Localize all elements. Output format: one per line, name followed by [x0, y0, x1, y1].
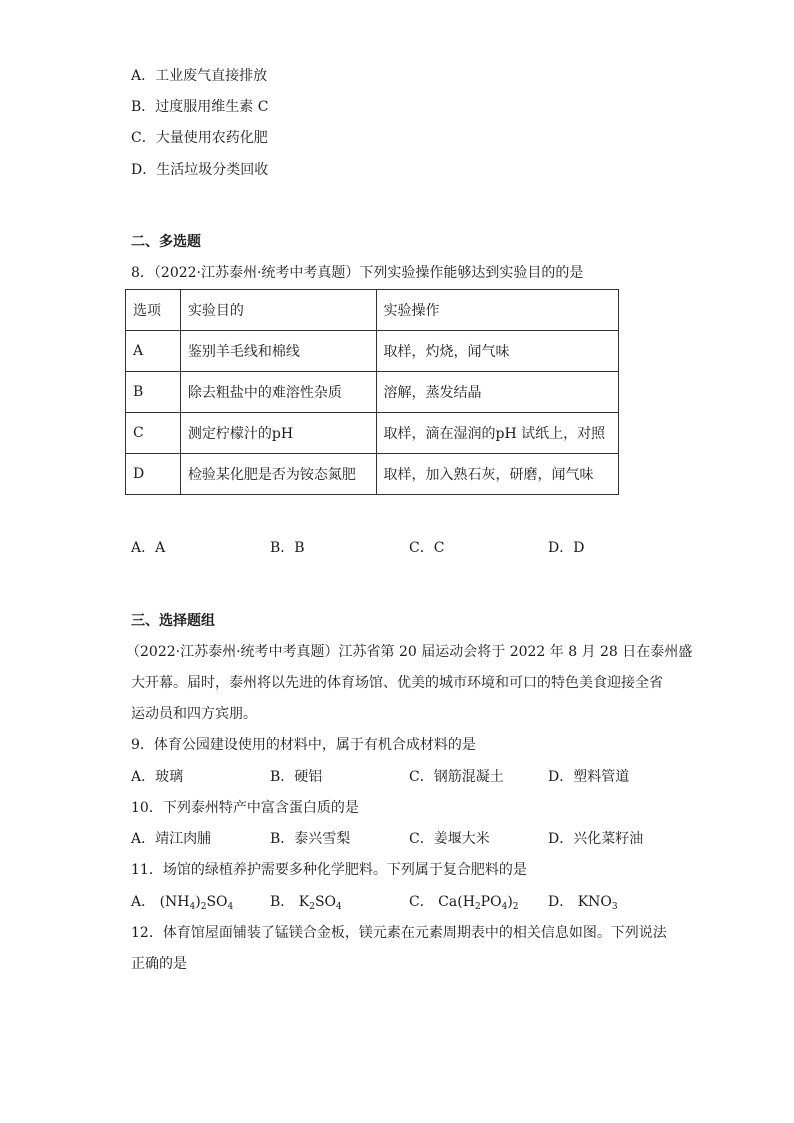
passage-line: 运动员和四方宾朋。: [131, 706, 257, 722]
table-header-cell: 选项: [126, 290, 181, 331]
q10-option-c: C．姜堰大米: [409, 831, 490, 847]
table-header-cell: 实验操作: [376, 290, 619, 331]
q9-option-c: C．钢筋混凝土: [409, 769, 504, 785]
q11-option-d: D． $KNO_3$: [548, 894, 618, 912]
q9-option-a: A．玻璃: [131, 769, 184, 785]
q9-stem: 9．体育公园建设使用的材料中，属于有机合成材料的是: [131, 737, 476, 753]
table-row: [126, 413, 619, 454]
q8-option-d: D．D: [548, 540, 585, 556]
table-header-cell: 实验目的: [180, 290, 376, 331]
q10-stem: 10．下列泰州特产中富含蛋白质的是: [131, 800, 359, 816]
table-cell: 溶解，蒸发结晶: [376, 372, 619, 413]
table-cell: 除去粗盐中的难溶性杂质: [180, 372, 376, 413]
q10-option-b: B．泰兴雪梨: [270, 831, 351, 847]
q10-option-d: D．兴化菜籽油: [548, 831, 644, 847]
passage-line: （2022·江苏泰州·统考中考真题）江苏省第 20 届运动会将于 2022 年 8 月 28 日在泰州盛: [126, 644, 693, 660]
table-cell: 取样，加入熟石灰，研磨，闻气味: [376, 454, 619, 495]
table-cell: 鉴别羊毛线和棉线: [180, 331, 376, 372]
q11-option-a: A． $(NH_4)_2SO_4$: [131, 894, 234, 912]
q11-option-b: B． $K_2SO_4$: [270, 894, 342, 912]
table-row: [126, 331, 619, 372]
table-cell: 取样，滴在湿润的pH 试纸上，对照: [376, 413, 619, 454]
section-title-multiple-choice: 二、多选题: [131, 234, 201, 250]
table-cell: A: [126, 331, 181, 372]
table-cell: D: [126, 454, 181, 495]
passage-line: 大开幕。届时，泰州将以先进的体育场馆、优美的城市环境和可口的特色美食迎接全省: [131, 675, 663, 691]
q12-stem-line-1: 12．体育馆屋面铺装了锰镁合金板，镁元素在元素周期表中的相关信息如图。下列说法: [131, 925, 667, 941]
q7-option-d: D．生活垃圾分类回收: [131, 162, 269, 178]
q9-option-b: B．硬铝: [270, 769, 323, 785]
q8-option-a: A．A: [131, 540, 166, 556]
q7-option-c: C．大量使用农药化肥: [131, 130, 268, 146]
q10-option-a: A．靖江肉脯: [131, 831, 212, 847]
table-row: [126, 454, 619, 495]
table-header-row: [126, 290, 619, 331]
q9-option-d: D．塑料管道: [548, 769, 630, 785]
table-row: [126, 372, 619, 413]
section-title-question-group: 三、选择题组: [131, 613, 215, 629]
q11-option-c: C． $Ca(H_2PO_4)_2$: [409, 894, 519, 912]
table-cell: 测定柠檬汁的pH: [180, 413, 376, 454]
q7-option-b: B．过度服用维生素 C: [131, 99, 269, 115]
q8-stem: 8．（2022·江苏泰州·统考中考真题）下列实验操作能够达到实验目的的是: [131, 265, 584, 281]
table-cell: B: [126, 372, 181, 413]
q7-option-a: A．工业废气直接排放: [131, 68, 268, 84]
q8-table: [125, 289, 619, 495]
q8-option-c: C．C: [409, 540, 445, 556]
q11-stem: 11．场馆的绿植养护需要多种化学肥料。下列属于复合肥料的是: [131, 862, 527, 878]
q8-option-b: B．B: [270, 540, 305, 556]
table-cell: C: [126, 413, 181, 454]
table-cell: 检验某化肥是否为铵态氮肥: [180, 454, 376, 495]
table-cell: 取样，灼烧，闻气味: [376, 331, 619, 372]
q12-stem-line-2: 正确的是: [131, 956, 187, 972]
